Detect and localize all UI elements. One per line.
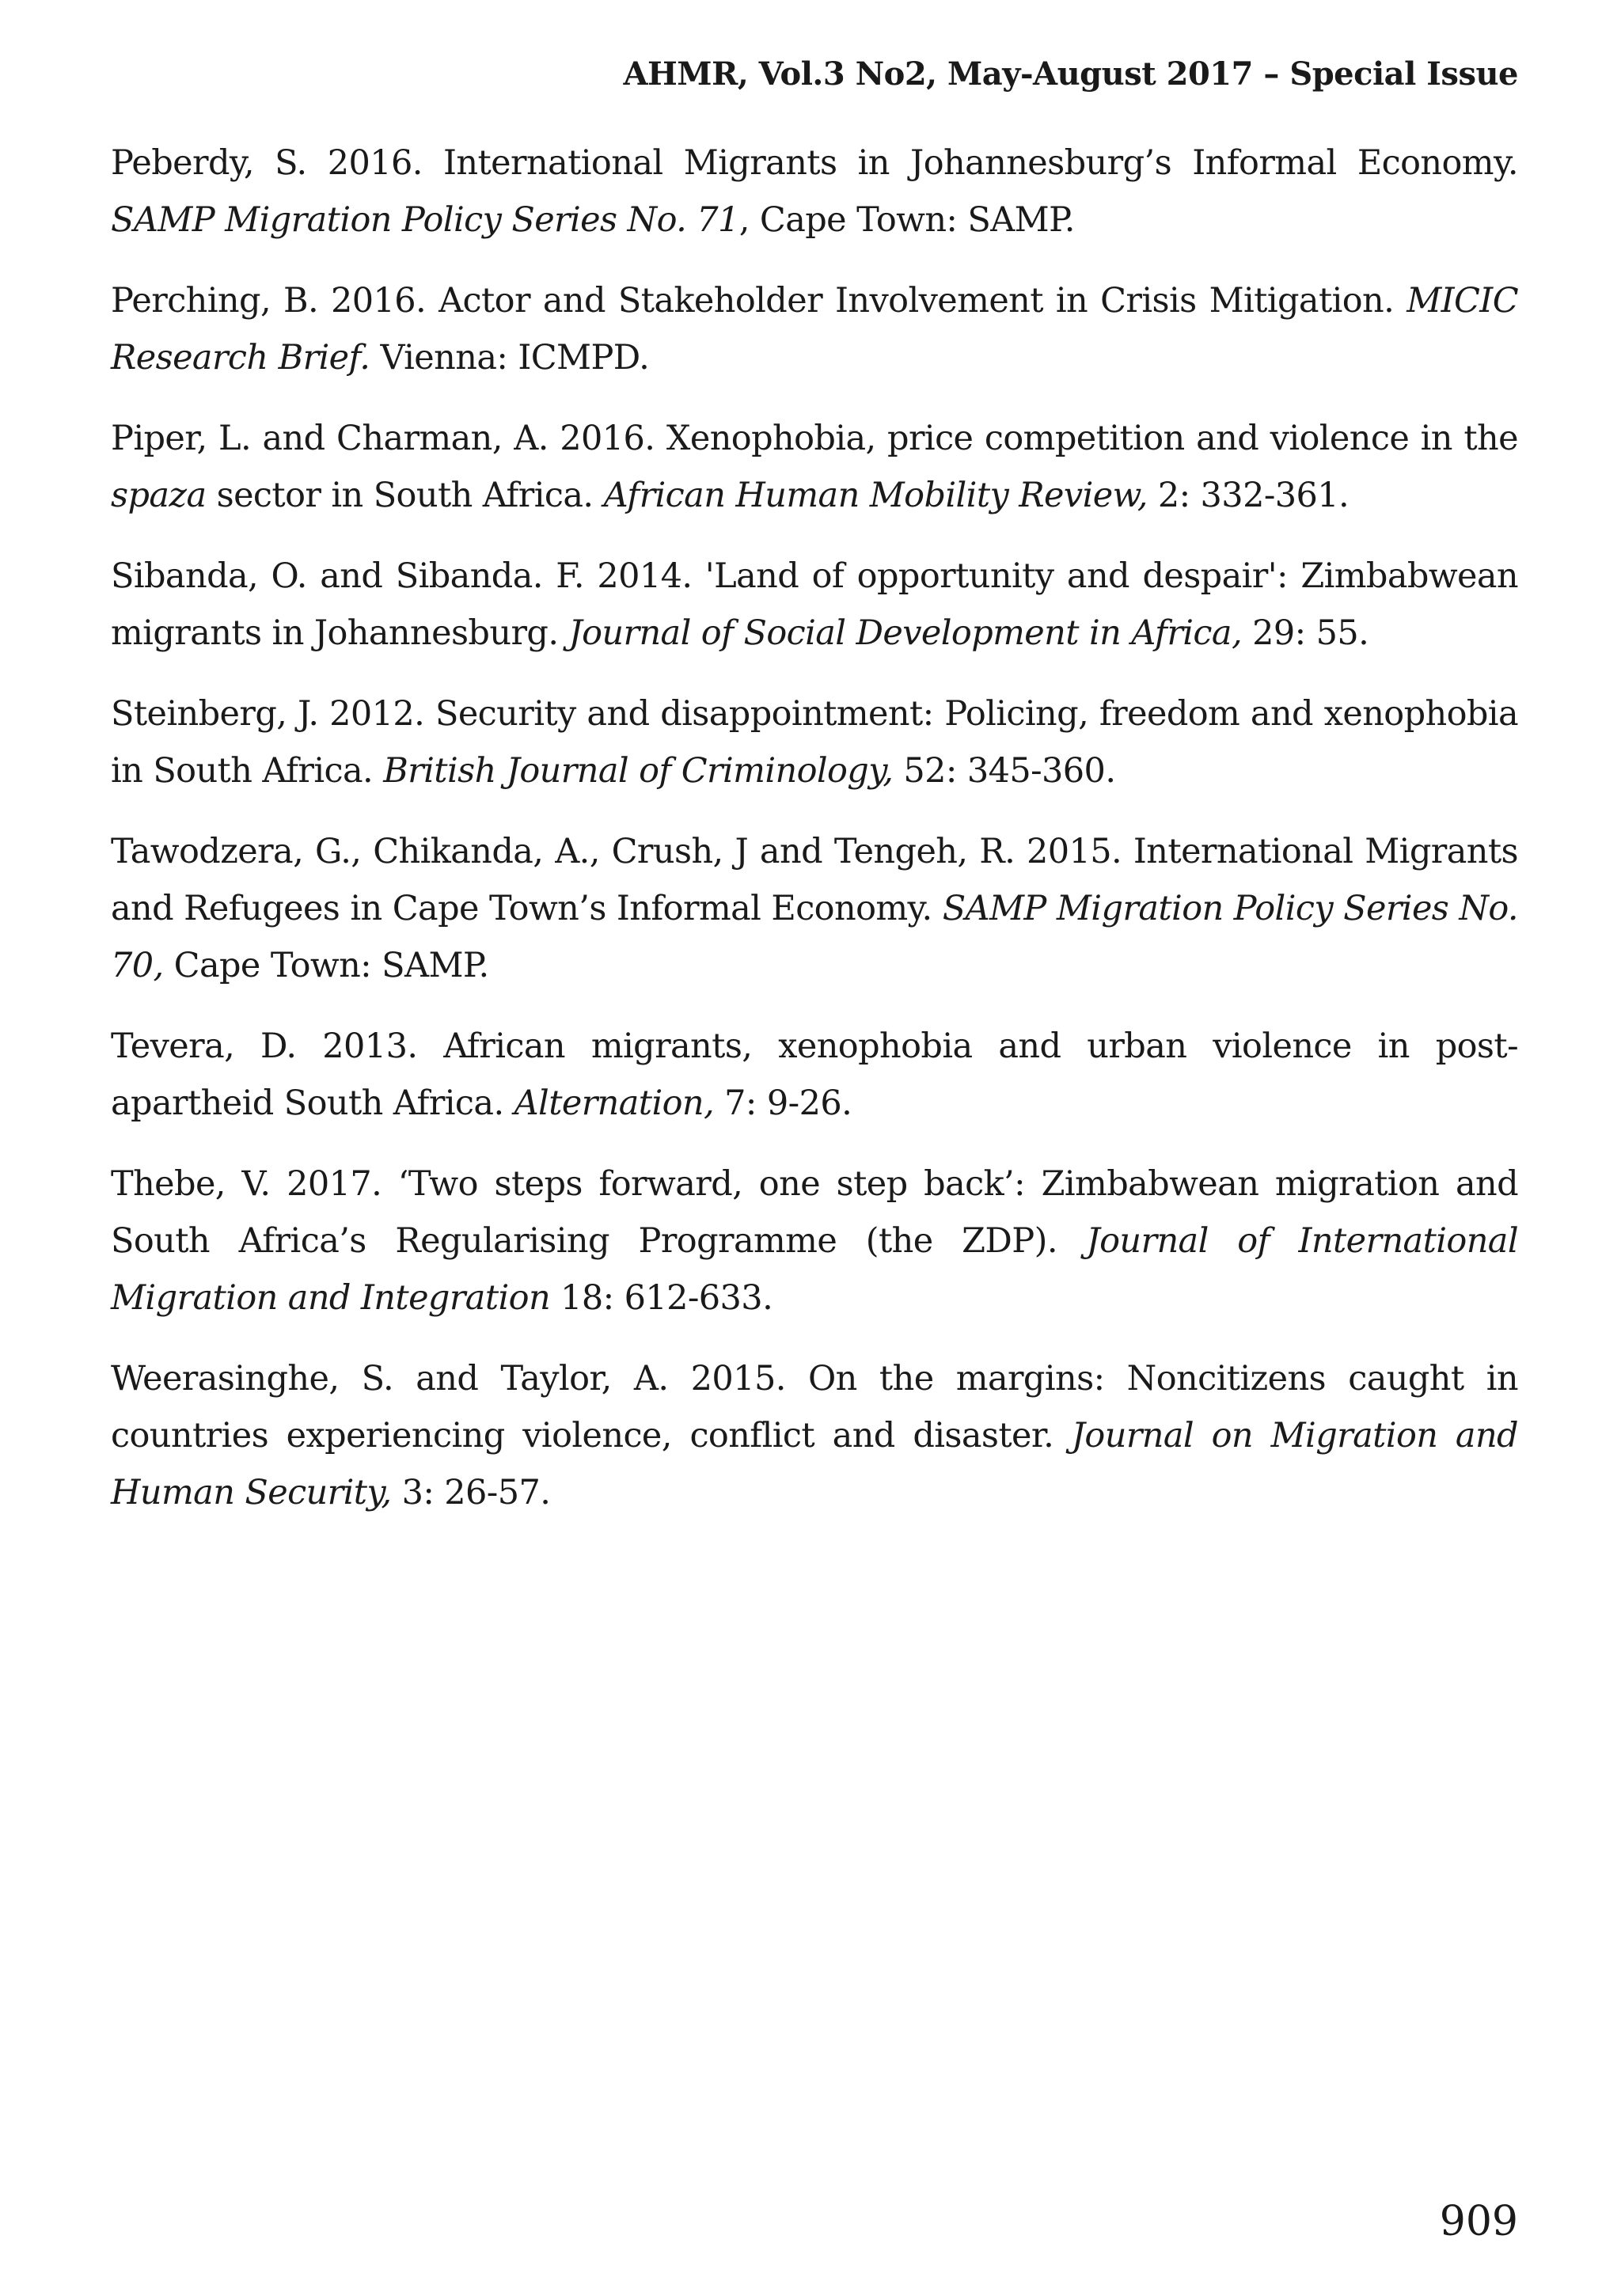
reference-details: 3: 26-57. xyxy=(391,1473,551,1512)
reference-source-title: African Human Mobility Review, xyxy=(603,476,1148,515)
reference-inline-term: spaza xyxy=(111,476,207,515)
reference-source-title: Journal of Social Development in Africa, xyxy=(568,613,1243,653)
reference-text: sector in South Africa. xyxy=(206,476,604,515)
reference-source-title: MICIC Research Brief. xyxy=(111,281,1518,378)
reference-details: 7: 9-26. xyxy=(714,1083,852,1123)
reference-details: Vienna: ICMPD. xyxy=(370,338,650,378)
reference-source-title: Journal of International Migration and Integration xyxy=(111,1221,1518,1318)
reference-entry xyxy=(111,823,1518,994)
reference-source-title: Alternation, xyxy=(514,1083,715,1123)
reference-text: Tawodzera, G., Chikanda, A., Crush, J and Tengeh, R. 2015. International Migrants and Refugees in Cape Town’s Informal Economy. xyxy=(111,832,1518,928)
reference-entry xyxy=(111,685,1518,799)
reference-text: Perching, B. 2016. Actor and Stakeholder Involvement in Crisis Mitigation. xyxy=(111,281,1407,321)
reference-details: 29: 55. xyxy=(1242,613,1369,653)
reference-text: Thebe, V. 2017. ‘Two steps forward, one step back’: Zimbabwean migration and South Africa’s Regularising Programme (the ZDP). xyxy=(111,1164,1518,1261)
reference-text: Tevera, D. 2013. African migrants, xenophobia and urban violence in post-apartheid South Africa. xyxy=(111,1027,1518,1123)
reference-entry xyxy=(111,1156,1518,1326)
reference-entry xyxy=(111,1018,1518,1132)
reference-text: Steinberg, J. 2012. Security and disappointment: Policing, freedom and xenophobia in South Africa. xyxy=(111,694,1518,791)
reference-text: Sibanda, O. and Sibanda. F. 2014. 'Land of opportunity and despair': Zimbabwean migrants in Johannesburg. xyxy=(111,556,1518,653)
reference-source-title: British Journal of Criminology, xyxy=(383,751,894,791)
reference-text: Piper, L. and Charman, A. 2016. Xenophobia, price competition and violence in the xyxy=(111,419,1518,458)
reference-entry xyxy=(111,135,1518,249)
reference-details: , Cape Town: SAMP. xyxy=(738,200,1075,240)
reference-text: Peberdy, S. 2016. International Migrants in Johannesburg’s Informal Economy. xyxy=(111,143,1518,183)
reference-details: 52: 345-360. xyxy=(893,751,1116,791)
reference-text: Weerasinghe, S. and Taylor, A. 2015. On the margins: Noncitizens caught in countries experiencing violence, conflict and disaster. xyxy=(111,1359,1518,1455)
page-number: 909 xyxy=(1439,2198,1518,2245)
reference-source-title: SAMP Migration Policy Series No. 70, xyxy=(111,889,1518,985)
reference-entry xyxy=(111,410,1518,524)
reference-details: Cape Town: SAMP. xyxy=(163,946,489,985)
reference-entry xyxy=(111,272,1518,386)
reference-list xyxy=(111,135,1518,1545)
reference-entry xyxy=(111,1350,1518,1521)
reference-source-title: SAMP Migration Policy Series No. 71 xyxy=(111,200,739,240)
reference-details: 18: 612-633. xyxy=(550,1278,773,1318)
reference-details: 2: 332-361. xyxy=(1147,476,1350,515)
reference-entry xyxy=(111,548,1518,662)
running-head: AHMR, Vol.3 No2, May-August 2017 – Special Issue xyxy=(623,55,1518,93)
reference-source-title: Journal on Migration and Human Security, xyxy=(111,1416,1518,1512)
